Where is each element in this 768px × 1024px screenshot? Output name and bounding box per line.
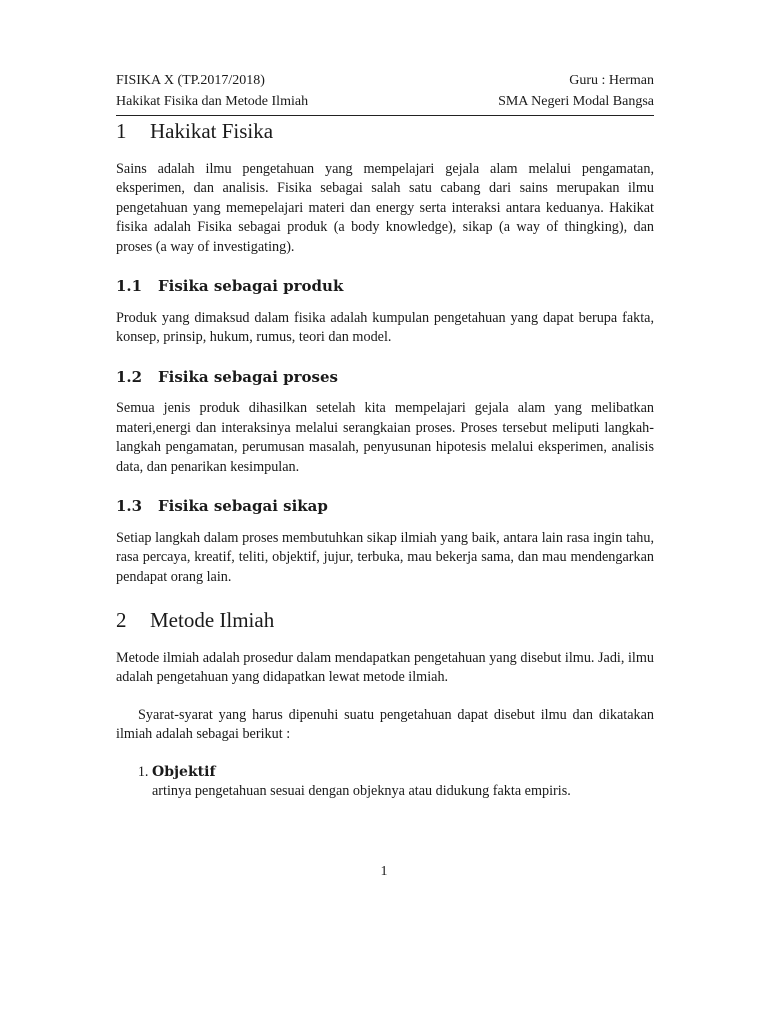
- header-row-2: [116, 91, 654, 112]
- page-number: 1: [380, 864, 388, 879]
- subsection-title: Fisika sebagai sikap: [158, 497, 328, 515]
- section-2-heading: [116, 608, 654, 632]
- teacher-label: Guru : Herman: [569, 73, 654, 88]
- subsection-number: 1.3: [116, 497, 143, 515]
- subsection-1-3-heading: [116, 497, 654, 517]
- section-2: [116, 608, 654, 802]
- school-label: SMA Negeri Modal Bangsa: [498, 94, 654, 109]
- subsection-1-1-heading: [116, 277, 654, 297]
- section-number: 1: [116, 119, 127, 143]
- section-title: Hakikat Fisika: [150, 119, 274, 143]
- section-2-paragraph-1: Metode ilmiah adalah prosedur dalam mendapatkan pengetahuan yang disebut ilmu. Jadi, ilmu adalah pengetahuan yang didapatkan lewat metode ilmiah.: [116, 649, 654, 685]
- subsection-1-1-text: Produk yang dimaksud dalam fisika adalah kumpulan pengetahuan yang dapat berupa fakta, konsep, prinsip, hukum, rumus, teori dan model.: [116, 309, 654, 345]
- list-item-text: artinya pengetahuan sesuai dengan objeknya atau didukung fakta empiris.: [152, 783, 571, 799]
- list-item: [152, 763, 654, 802]
- section-title: Metode Ilmiah: [150, 608, 275, 632]
- subsection-1-2-heading: [116, 368, 654, 388]
- subsection-1-3-text: Setiap langkah dalam proses membutuhkan sikap ilmiah yang baik, antara lain rasa ingin tahu, rasa percaya, kreatif, teliti, objektif, jujur, terbuka, mau bekerja sama, dan mau mendengarkan pendapat orang lain.: [116, 529, 654, 585]
- subsection-1-2-text: Semua jenis produk dihasilkan setelah kita mempelajari gejala alam yang melibatkan materi,energi dan interaksinya melalui serangkaian proses. Proses tersebut meliputi langkah-langkah pengamatan, perumusan masalah, penyusunan hipotesis melalui eksperimen, analisis data, dan penarikan kesimpulan.: [116, 400, 654, 475]
- subsection-number: 1.2: [116, 367, 143, 386]
- course-label: FISIKA X (TP.2017/2018): [116, 73, 265, 88]
- header-row-1: [116, 70, 654, 91]
- list-item-title: Objektif: [152, 763, 216, 780]
- section-1-intro: Sains adalah ilmu pengetahuan yang mempelajari gejala alam melalui pengamatan, eksperimen, dan analisis. Fisika sebagai salah satu cabang dari sains merupakan ilmu pengetahuan yang memepelajari materi dan energy serta interaksi antara keduanya. Hakikat fisika adalah Fisika sebagai produk (a body knowledge), sikap (a way of thingking), dan proses (a way of investigating).: [116, 160, 654, 255]
- subsection-title: Fisika sebagai produk: [158, 277, 344, 295]
- requirements-list: [116, 763, 654, 802]
- document-body: [116, 116, 654, 802]
- section-1-heading: [116, 119, 654, 143]
- section-2-paragraph-2: Syarat-syarat yang harus dipenuhi suatu pengetahuan dapat disebut ilmu dan dikatakan ilmiah adalah sebagai berikut :: [116, 706, 654, 742]
- topic-label: Hakikat Fisika dan Metode Ilmiah: [116, 94, 309, 109]
- section-number: 2: [116, 608, 127, 632]
- page-header: [116, 70, 654, 116]
- subsection-title: Fisika sebagai proses: [158, 367, 338, 386]
- subsection-number: 1.1: [116, 277, 143, 295]
